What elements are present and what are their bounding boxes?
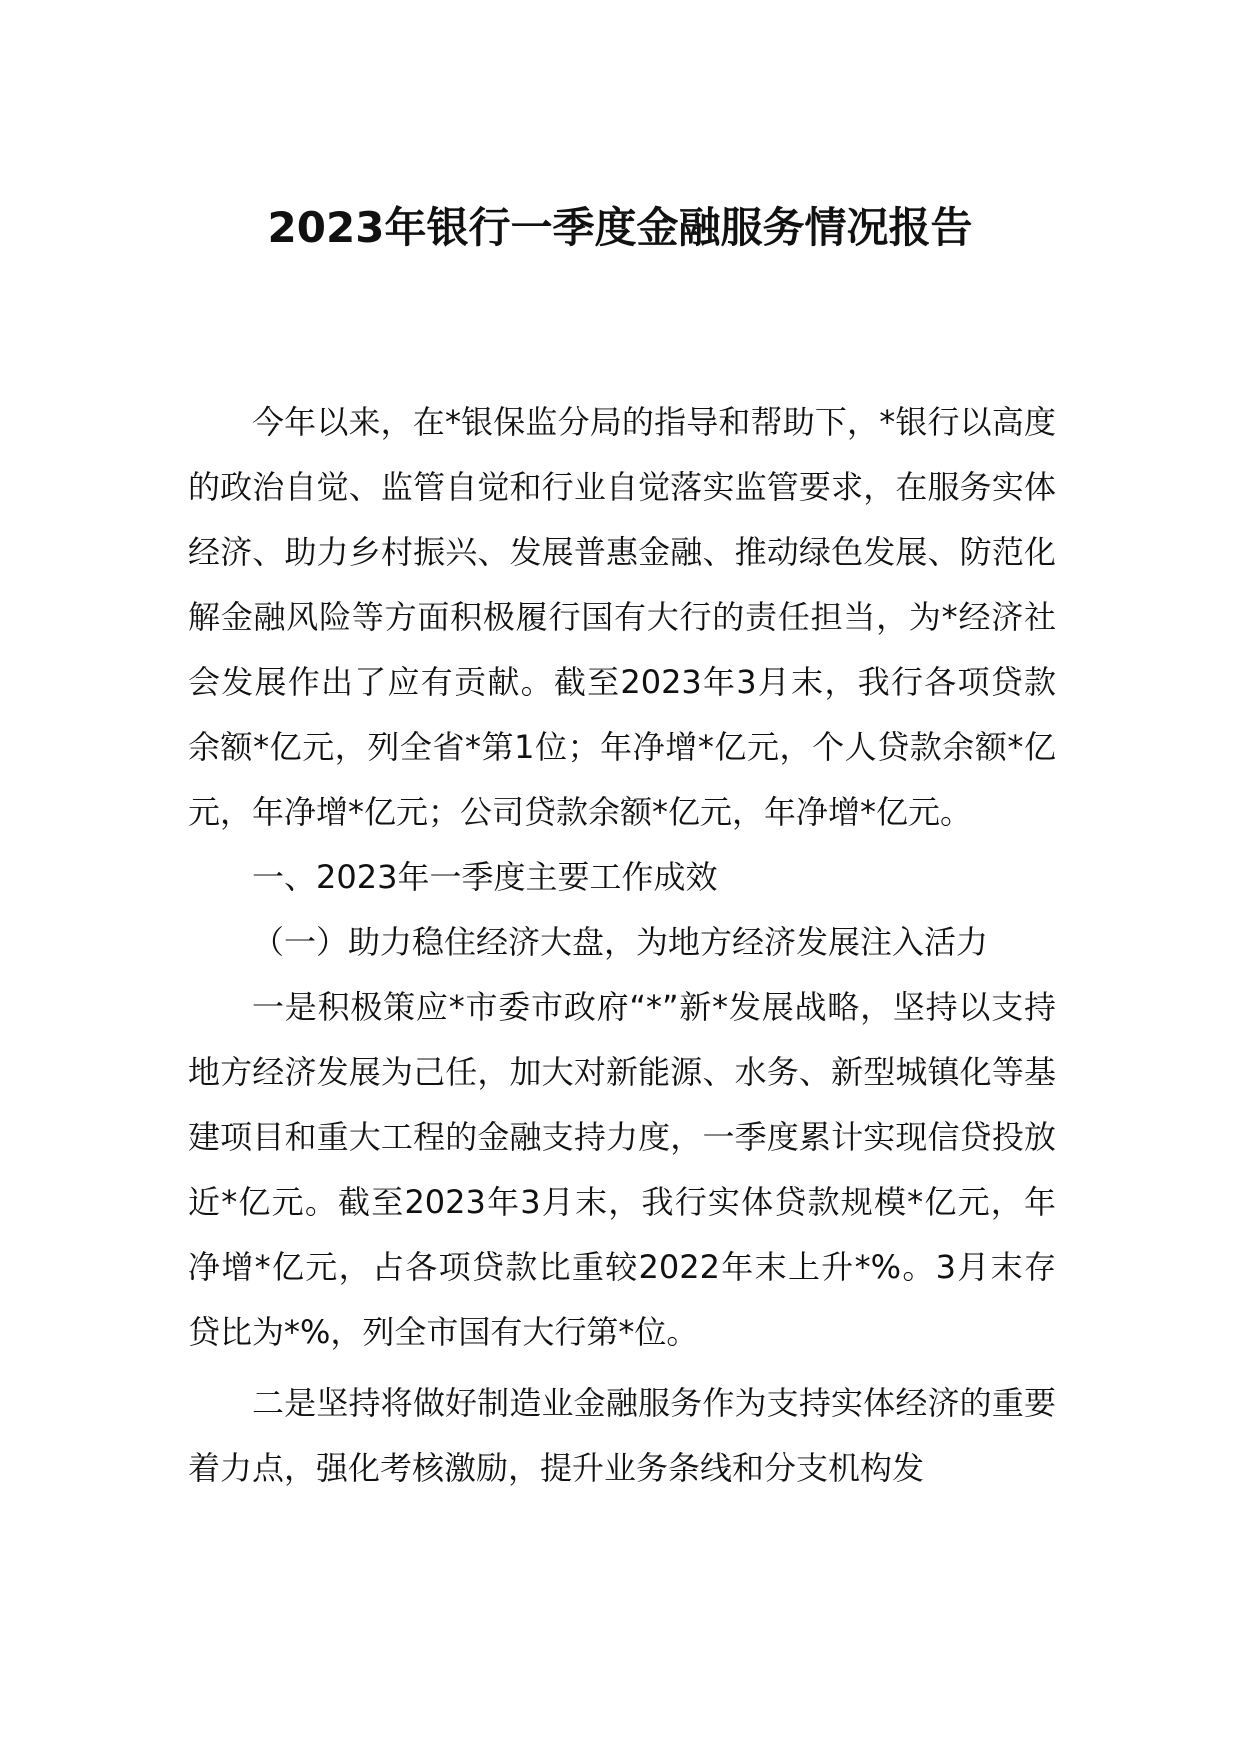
intro-paragraph: 今年以来，在*银保监分局的指导和帮助下，*银行以高度的政治自觉、监管自觉和行业自觉落实监管要求，在服务实体经济、助力乡村振兴、发展普惠金融、推动绿色发展、防范化解金融风险等方面积极履行国有大行的责任担当，为*经济社会发展作出了应有贡献。截至2023年3月末，我行各项贷款余额*亿元，列全省*第1位；年净增*亿元，个人贷款余额*亿元，年净增*亿元；公司贷款余额*亿元，年净增*亿元。 (188, 403, 1056, 831)
section-heading-1: 一、2023年一季度主要工作成效 (252, 858, 718, 896)
paragraph-point-1: 一是积极策应*市委市政府“*”新*发展战略，坚持以支持地方经济发展为己任，加大对新能源、水务、新型城镇化等基建项目和重大工程的金融支持力度，一季度累计实现信贷投放近*亿元。截至2023年3月末，我行实体贷款规模*亿元，年净增*亿元，占各项贷款比重较2022年末上升*%。3月末存贷比为*%，列全市国有大行第*位。 (188, 988, 1056, 1351)
document-title: 2023年银行一季度金融服务情况报告 (267, 203, 973, 252)
document-body (188, 390, 1056, 1501)
subsection-heading-1: （一）助力稳住经济大盘，为地方经济发展注入活力 (252, 923, 989, 961)
paragraph-point-2: 二是坚持将做好制造业金融服务作为支持实体经济的重要着力点，强化考核激励，提升业务条线和分支机构发 (188, 1384, 1056, 1487)
